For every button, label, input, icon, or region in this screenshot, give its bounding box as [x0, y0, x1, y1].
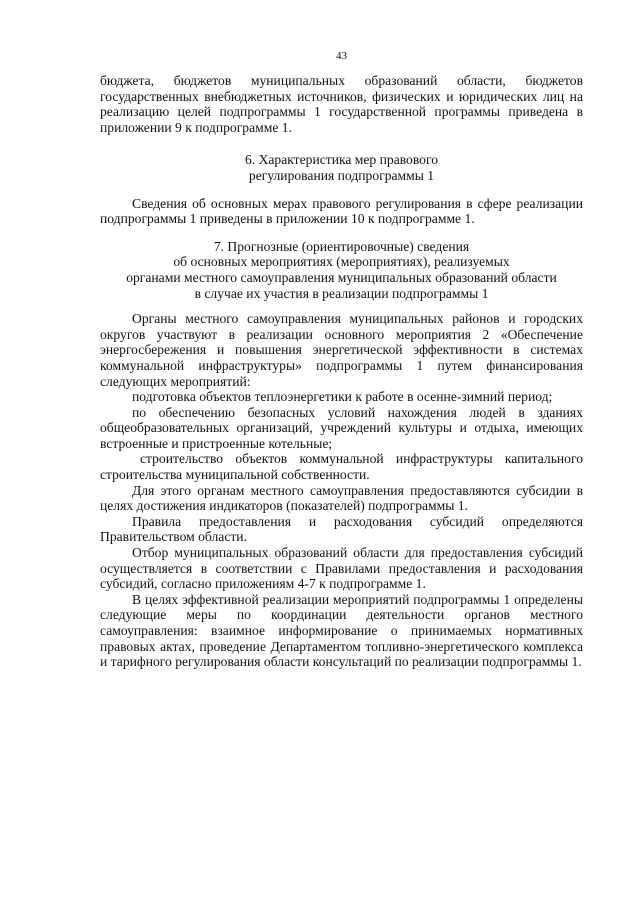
section-7-heading-line: 7. Прогнозные (ориентировочные) сведения: [213, 238, 470, 254]
section-6-paragraph: Сведения об основных мерах правового регулирования в сфере реализации подпрограммы 1 приведены в приложении 10 к подпрограмме 1.: [100, 195, 583, 227]
section-6-heading: [100, 152, 583, 183]
list-item: по обеспечению безопасных условий нахождения людей в зданиях общеобразовательных организаций, учреждений культуры и отдыха, имеющих встроенные и пристроенные котельные;: [100, 404, 583, 451]
document-body: [100, 73, 583, 670]
section-7-paragraph: В целях эффективной реализации мероприятий подпрограммы 1 определены следующие меры по координации деятельности органов местного самоуправления: взаимное информирование о принимаемых нормативных правовых актах, проведение Департаментом топливно-энергетического комплекса и тарифного регулирования области консультаций по реализации подпрограммы 1.: [100, 591, 583, 670]
section-7-paragraph: Правила предоставления и расходования субсидий определяются Правительством области.: [100, 513, 583, 545]
section-7-paragraph: Отбор муниципальных образований области для предоставления субсидий осуществляется в соответствии с Правилами предоставления и расходования субсидий, согласно приложениям 4-7 к подпрограмме 1.: [100, 545, 583, 592]
section-7-heading-line: об основных мероприятиях (мероприятиях), реализуемых: [173, 254, 510, 270]
section-7-heading-line: в случае их участия в реализации подпрограммы 1: [194, 285, 489, 301]
page-number: 43: [336, 50, 347, 62]
section-6-heading-line: регулирования подпрограммы 1: [248, 167, 435, 183]
section-7-paragraph: Органы местного самоуправления муниципальных районов и городских округов участвуют в реализации основного мероприятия 2 «Обеспечение энергосбережения и повышения энергетической эффективности в системах коммунальной инфраструктуры» подпрограммы 1 путем финансирования следующих мероприятий:: [100, 311, 583, 389]
list-item: подготовка объектов теплоэнергетики к работе в осенне-зимний период;: [132, 389, 553, 405]
intro-paragraph: бюджета, бюджетов муниципальных образований области, бюджетов государственных внебюджетных источников, физических и юридических лиц на реализацию целей подпрограммы 1 государственной программы приведена в приложении 9 к подпрограмме 1.: [100, 73, 583, 135]
section-7-heading-line: органами местного самоуправления муниципальных образований области: [126, 269, 557, 285]
section-7-paragraph: Для этого органам местного самоуправления предоставляются субсидии в целях достижения индикаторов (показателей) подпрограммы 1.: [100, 482, 583, 514]
section-6-heading-line: 6. Характеристика мер правового: [244, 152, 439, 168]
section-7-heading: [100, 239, 583, 301]
list-item: строительство объектов коммунальной инфраструктуры капитального строительства муниципальной собственности.: [100, 451, 583, 483]
